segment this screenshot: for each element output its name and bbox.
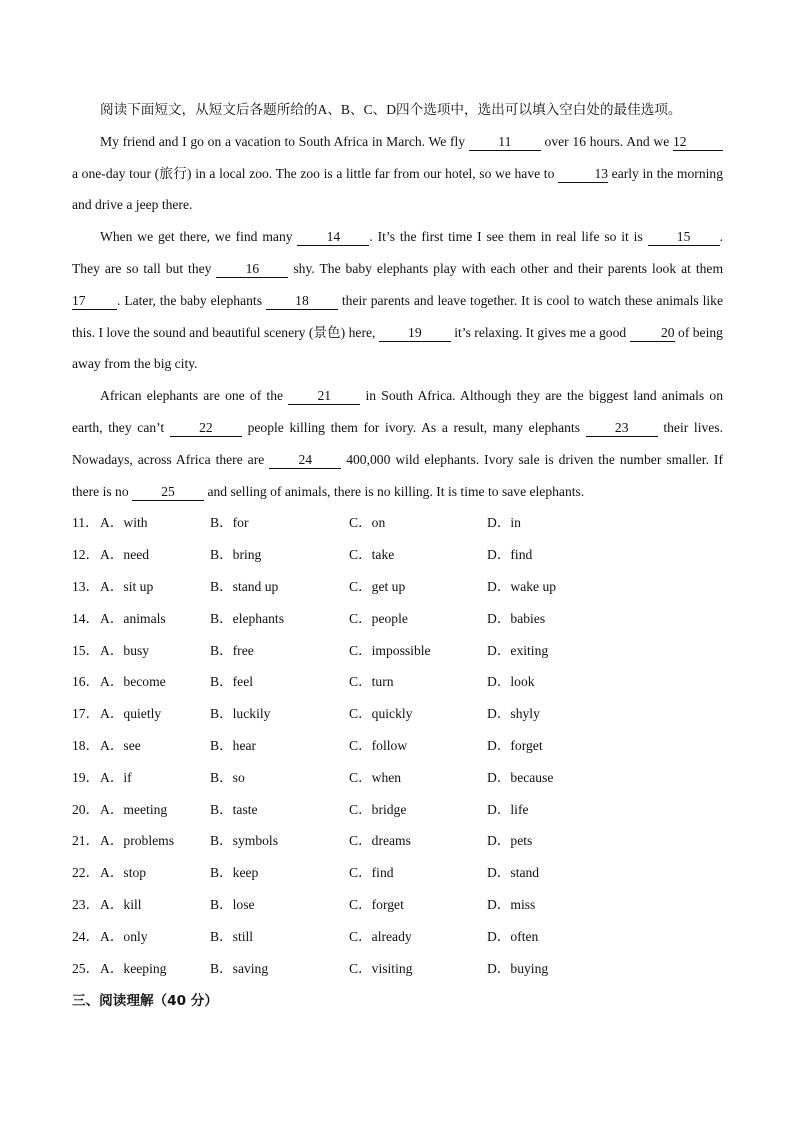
option-c[interactable]: C．take [349,547,395,563]
passage-text: it’s relaxing. It gives me a good [454,324,627,340]
option-a[interactable]: A．only [100,928,148,944]
option-a[interactable]: A．if [100,769,132,785]
question-row [72,539,723,571]
option-c[interactable]: C．bridge [349,801,407,817]
passage-text: . Later, the baby elephants [117,292,262,308]
blank-24[interactable]: 24 [269,452,341,469]
option-b[interactable]: B．keep [210,865,259,881]
blank-18[interactable]: 18 [266,293,338,310]
question-row [72,507,723,539]
option-d[interactable]: D．stand [487,865,540,881]
question-row [72,603,723,635]
option-b[interactable]: B．bring [210,547,262,563]
question-row [72,953,723,985]
option-c[interactable]: C．forget [349,896,404,912]
blank-21[interactable]: 21 [288,388,360,405]
blank-11[interactable]: 11 [469,134,541,151]
option-a[interactable]: A．need [100,547,150,563]
question-row [72,794,723,826]
option-b[interactable]: B．saving [210,960,269,976]
question-row [72,825,723,857]
question-number: 14． [72,610,100,626]
question-number: 13． [72,578,100,594]
option-d[interactable]: D．often [487,928,539,944]
passage-text: . They are so tall but they [72,229,723,276]
passage-text: people killing them for ivory. As a result, many elephants [247,419,581,435]
question-number: 20． [72,801,100,817]
blank-19[interactable]: 19 [379,325,451,342]
blank-20[interactable]: 20 [630,325,675,342]
option-d[interactable]: D．forget [487,737,543,753]
blank-12[interactable]: 12 [673,134,723,151]
passage-text: their parents and leave together. It is cool to watch these animals like this. I love the sound and beautiful scenery (景色) here, [72,292,724,340]
passage-text: African elephants are one of the [100,388,284,404]
option-a[interactable]: A．with [100,515,148,531]
question-options-list [72,507,723,984]
option-b[interactable]: B．so [210,769,245,785]
option-c[interactable]: C．get up [349,578,406,594]
option-d[interactable]: D．look [487,674,535,690]
passage-text: a one-day tour (旅行) in a local zoo. The zoo is a little far from our hotel, so we have to [72,165,555,181]
option-d[interactable]: D．wake up [487,578,557,594]
passage-text: . It’s the first time I see them in real life so it is [369,229,643,245]
option-c[interactable]: C．follow [349,737,408,753]
question-row [72,857,723,889]
blank-15[interactable]: 15 [648,229,720,246]
option-a[interactable]: A．become [100,674,166,690]
option-c[interactable]: C．when [349,769,402,785]
option-c[interactable]: C．visiting [349,960,413,976]
question-number: 21． [72,833,100,849]
option-d[interactable]: D．buying [487,960,549,976]
document-page [72,0,723,1011]
option-a[interactable]: A．kill [100,896,142,912]
question-number: 22． [72,865,100,881]
blank-14[interactable]: 14 [297,229,369,246]
option-c[interactable]: C．dreams [349,833,411,849]
option-b[interactable]: B．taste [210,801,258,817]
passage-text: over 16 hours. And we [544,133,670,149]
blank-23[interactable]: 23 [586,420,658,437]
blank-22[interactable]: 22 [170,420,242,437]
option-c[interactable]: C．already [349,928,412,944]
passage-text: in South Africa. Although they are the biggest land animals on earth, they can’t [72,388,723,435]
option-b[interactable]: B．hear [210,737,257,753]
option-b[interactable]: B．still [210,928,254,944]
option-a[interactable]: A．keeping [100,960,167,976]
question-number: 12． [72,547,100,563]
option-d[interactable]: D．exiting [487,642,549,658]
question-row [72,635,723,667]
passage-text: and selling of animals, there is no killing. It is time to save elephants. [207,483,585,499]
option-c[interactable]: C．find [349,865,394,881]
question-number: 25． [72,960,100,976]
passage-text: My friend and I go on a vacation to South Africa in March. We fly [100,133,466,149]
option-c[interactable]: C．people [349,610,408,626]
question-row [72,666,723,698]
option-c[interactable]: C．turn [349,674,394,690]
passage-text: their lives. Nowadays, across Africa there are [72,419,724,467]
passage-text: shy. The baby elephants play with each other and their parents look at them [293,260,724,276]
option-d[interactable]: D．life [487,801,529,817]
question-number: 16． [72,674,100,690]
question-number: 19． [72,769,100,785]
question-number: 23． [72,896,100,912]
option-c[interactable]: C．quickly [349,706,413,722]
question-row [72,730,723,762]
question-number: 15． [72,642,100,658]
passage-text: 400,000 wild elephants. Ivory sale is driven the number smaller. If there is no [72,451,723,499]
passage-text: early in the morning and drive a jeep there. [72,165,723,213]
option-b[interactable]: B．stand up [210,578,279,594]
passage-text: When we get there, we find many [100,229,293,245]
option-d[interactable]: D．because [487,769,554,785]
passage-text: of being away from the big city. [72,324,723,372]
option-d[interactable]: D．shyly [487,706,540,722]
question-row [72,889,723,921]
question-number: 18． [72,737,100,753]
option-c[interactable]: C．on [349,515,386,531]
option-d[interactable]: D．in [487,515,521,531]
question-row [72,921,723,953]
option-b[interactable]: B．feel [210,674,254,690]
option-d[interactable]: D．find [487,547,533,563]
option-c[interactable]: C．impossible [349,642,431,658]
blank-16[interactable]: 16 [216,261,288,278]
option-d[interactable]: D．miss [487,896,536,912]
option-d[interactable]: D．pets [487,833,533,849]
option-b[interactable]: B．lose [210,896,255,912]
option-a[interactable]: A．busy [100,642,150,658]
option-b[interactable]: B．luckily [210,706,271,722]
question-number: 17． [72,706,100,722]
instruction: 阅读下面短文，从短文后各题所给的A、B、C、D四个选项中，选出可以填入空白处的最佳选项。 [100,102,682,117]
question-row [72,762,723,794]
option-a[interactable]: A．quietly [100,706,162,722]
option-b[interactable]: B．for [210,515,249,531]
option-a[interactable]: A．sit up [100,578,154,594]
passage-paragraph-1 [72,126,723,221]
option-a[interactable]: A．see [100,737,141,753]
option-a[interactable]: A．meeting [100,801,168,817]
blank-13[interactable]: 13 [558,166,608,183]
question-number: 11． [72,515,99,531]
question-row [72,571,723,603]
option-d[interactable]: D．babies [487,610,546,626]
section-title: 三、阅读理解（40 分） [72,993,218,1010]
option-a[interactable]: A．problems [100,833,175,849]
passage-paragraph-2 [72,221,723,380]
passage-paragraph-3 [72,380,723,507]
option-a[interactable]: A．animals [100,610,166,626]
blank-25[interactable]: 25 [132,484,204,501]
option-b[interactable]: B．elephants [210,610,284,626]
option-b[interactable]: B．symbols [210,833,278,849]
question-row [72,698,723,730]
blank-17[interactable]: 17 [72,293,117,310]
question-number: 24． [72,928,100,944]
option-a[interactable]: A．stop [100,865,147,881]
option-b[interactable]: B．free [210,642,254,658]
